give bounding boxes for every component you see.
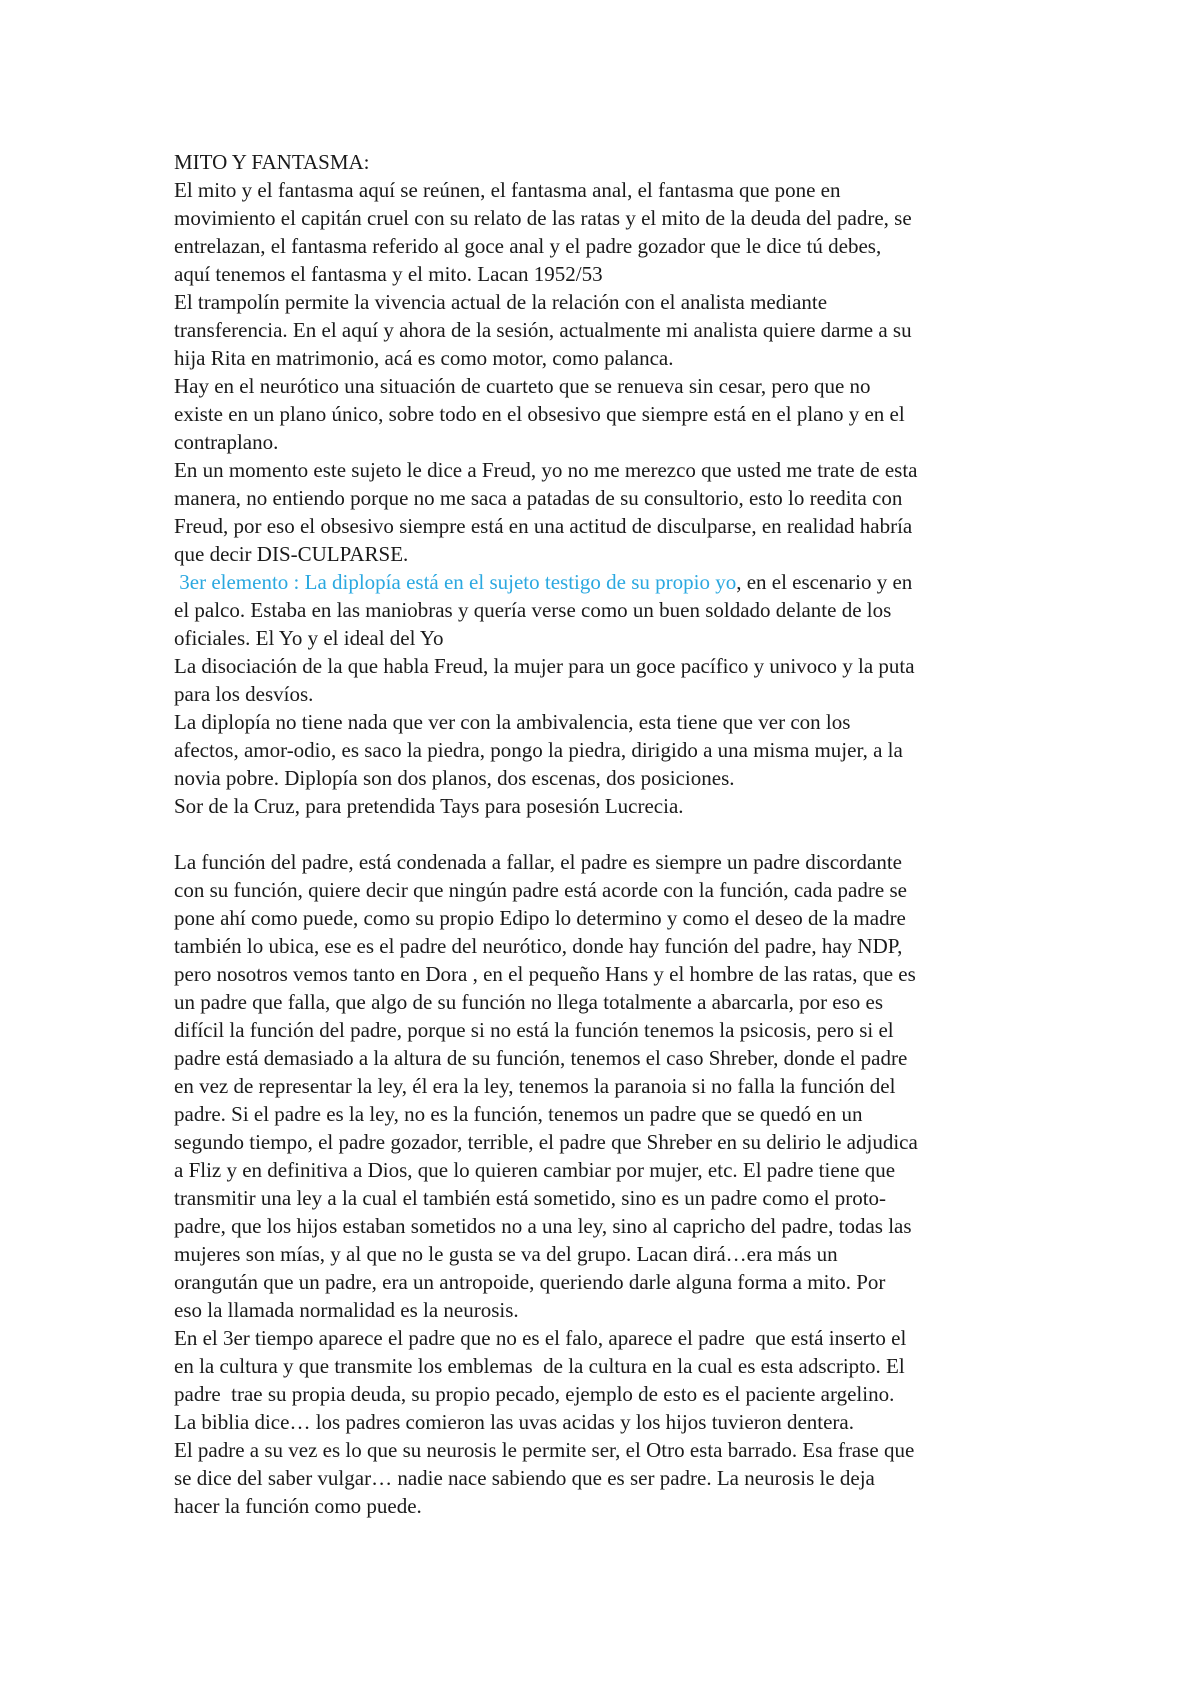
document-title: MITO Y FANTASMA: <box>174 150 370 174</box>
paragraph-trampolin: El trampolín permite la vivencia actual de la relación con el analista mediante transferencia. En el aquí y ahora de la sesión, actualmente mi analista quiere darme a su hija Rita en matrimonio, acá es como motor, como palanca. <box>174 290 912 370</box>
paragraph-diplopia-highlight <box>174 568 1054 652</box>
paragraph-sor-de-la-cruz: Sor de la Cruz, para pretendida Tays para posesión Lucrecia. <box>174 794 684 818</box>
paragraph-mito-fantasma: El mito y el fantasma aquí se reúnen, el fantasma anal, el fantasma que pone en movimiento el capitán cruel con su relato de las ratas y el mito de la deuda del padre, se entrelazan, el fantasma referido al goce anal y el padre gozador que le dice tú debes, aquí tenemos el fantasma y el mito. Lacan 1952/53 <box>174 178 912 286</box>
paragraph-biblia: La biblia dice… los padres comieron las uvas acidas y los hijos tuvieron dentera. <box>174 1410 854 1434</box>
paragraph-disculparse: En un momento este sujeto le dice a Freud, yo no me merezco que usted me trate de esta manera, no entiendo porque no me saca a patadas de su consultorio, esto lo reedita con Freud, por eso el obsesivo siempre está en una actitud de disculparse, en realidad habría que decir DIS-CULPARSE. <box>174 458 918 566</box>
paragraph-tercer-tiempo: En el 3er tiempo aparece el padre que no es el falo, aparece el padre que está inserto el en la cultura y que transmite los emblemas de la cultura en la cual es esta adscripto. El padre trae su propia deuda, su propio pecado, ejemplo de esto es el paciente argelino. <box>174 1326 907 1406</box>
document-body <box>174 148 1054 1520</box>
paragraph-neurosis: El padre a su vez es lo que su neurosis le permite ser, el Otro esta barrado. Esa frase que se dice del saber vulgar… nadie nace sabiendo que es ser padre. La neurosis le deja hacer la función como puede. <box>174 1438 915 1518</box>
paragraph-funcion-padre: La función del padre, está condenada a fallar, el padre es siempre un padre discordante con su función, quiere decir que ningún padre está acorde con la función, cada padre se pone ahí como puede, como su propio Edipo lo determino y como el deseo de la madre también lo ubica, ese es el padre del neurótico, donde hay función del padre, hay NDP, pero nosotros vemos tanto en Dora , en el pequeño Hans y el hombre de las ratas, que es un padre que falla, que algo de su función no llega totalmente a abarcarla, por eso es difícil la función del padre, porque si no está la función tenemos la psicosis, pero si el padre está demasiado a la altura de su función, tenemos el caso Shreber, donde el padre en vez de representar la ley, él era la ley, tenemos la paranoia si no falla la función del padre. Si el padre es la ley, no es la función, tenemos un padre que se quedó en un segundo tiempo, el padre gozador, terrible, el padre que Shreber en su delirio le adjudica a Fliz y en definitiva a Dios, que lo quieren cambiar por mujer, etc. El padre tiene que transmitir una ley a la cual el también está sometido, sino es un padre como el proto- padre, que los hijos estaban sometidos no a una ley, sino al capricho del padre, todas las mujeres son mías, y al que no le gusta se va del grupo. Lacan dirá…era más un orangután que un padre, era un antropoide, queriendo darle alguna forma a mito. Por eso la llamada normalidad es la neurosis. <box>174 850 918 1322</box>
paragraph-spacer <box>174 820 1054 848</box>
paragraph-ambivalencia: La diplopía no tiene nada que ver con la ambivalencia, esta tiene que ver con los afectos, amor-odio, es saco la piedra, pongo la piedra, dirigido a una misma mujer, a la novia pobre. Diplopía son dos planos, dos escenas, dos posiciones. <box>174 710 903 790</box>
paragraph-cuarteto: Hay en el neurótico una situación de cuarteto que se renueva sin cesar, pero que no existe en un plano único, sobre todo en el obsesivo que siempre está en el plano y en el contraplano. <box>174 374 905 454</box>
paragraph-disociacion: La disociación de la que habla Freud, la mujer para un goce pacífico y univoco y la puta para los desvíos. <box>174 654 915 706</box>
highlighted-text: 3er elemento : La diplopía está en el sujeto testigo de su propio yo <box>174 570 737 594</box>
highlight-continuation: , en el escenario y en el palco. Estaba en las maniobras y quería verse como un buen soldado delante de los oficiales. El Yo y el ideal del Yo <box>174 570 913 650</box>
